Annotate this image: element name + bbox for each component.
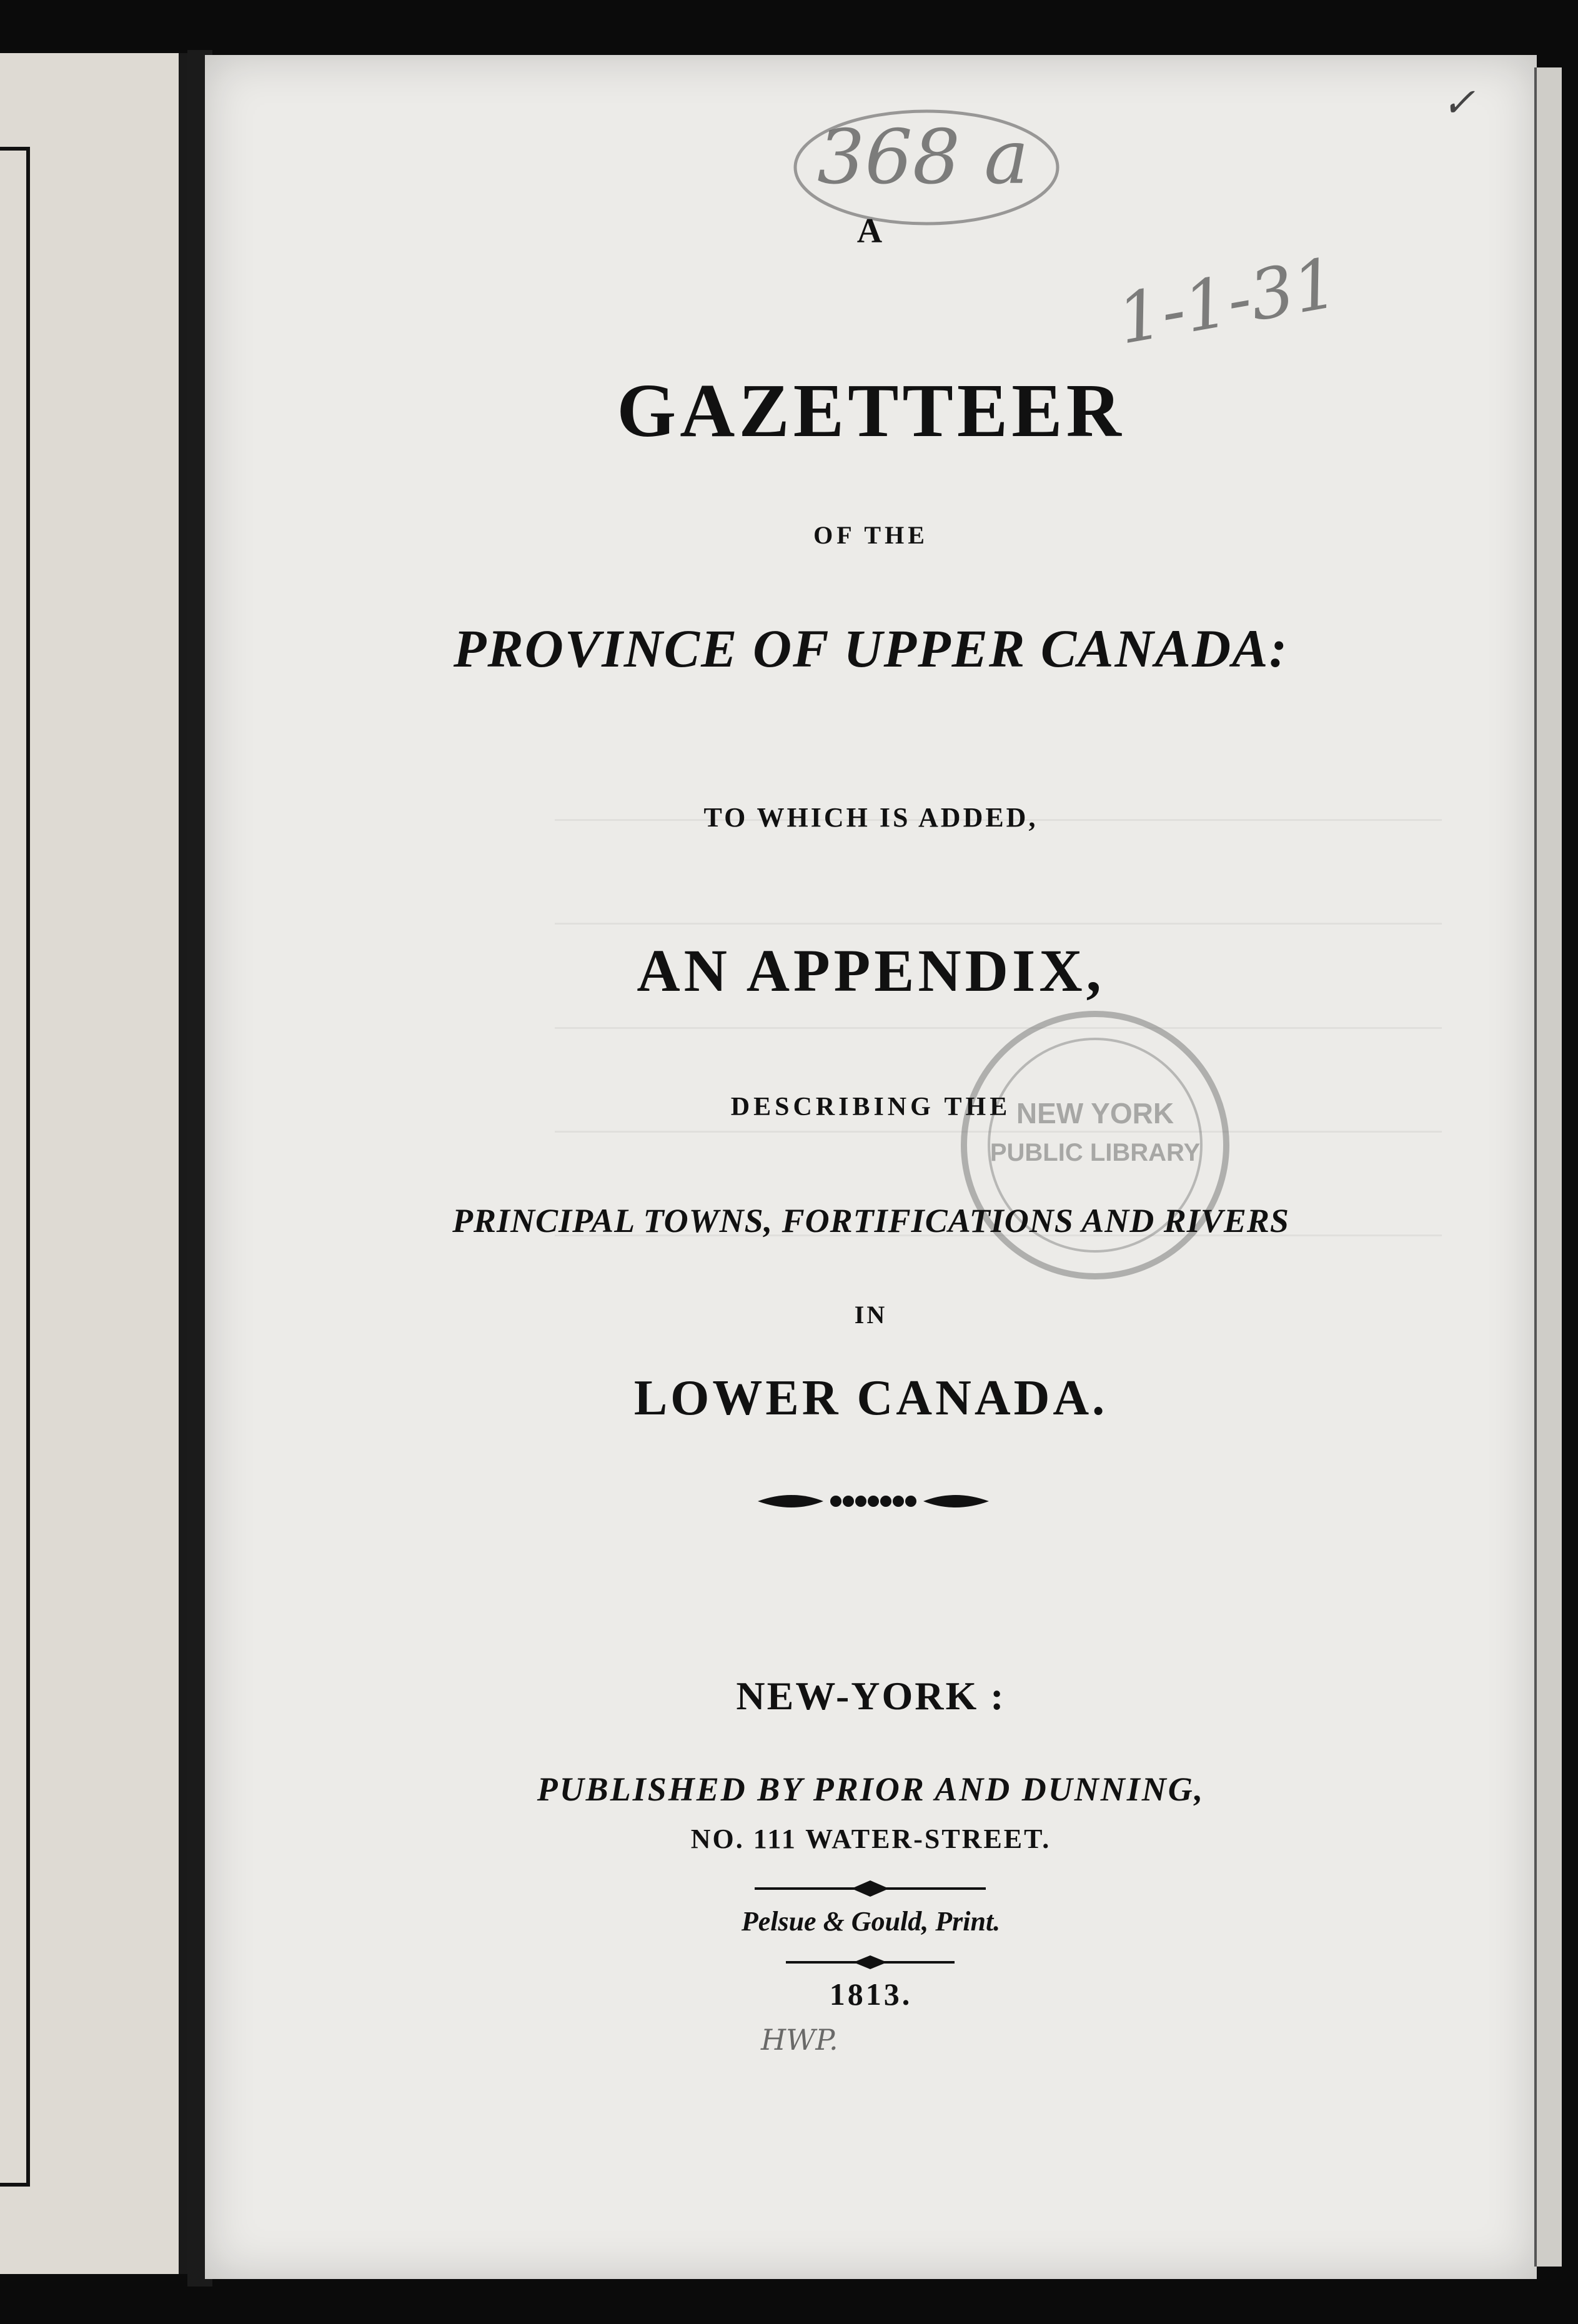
title-article: A <box>856 212 885 251</box>
describing-line: DESCRIBING THE <box>730 1093 1011 1121</box>
initials-handwriting: HWP. <box>761 2023 838 2057</box>
page-fold <box>179 53 187 2274</box>
lower-canada-line: LOWER CANADA. <box>633 1371 1108 1426</box>
publisher-line: PUBLISHED BY PRIOR AND DUNNING, <box>537 1770 1205 1808</box>
imprint-place: NEW-YORK : <box>736 1674 1006 1718</box>
book-title: GAZETTEER <box>617 369 1125 453</box>
facing-plate-border <box>0 147 30 2187</box>
to-which-line: TO WHICH IS ADDED, <box>703 802 1038 833</box>
facing-page <box>0 53 187 2274</box>
stamp-text-line1: NEW YORK <box>1016 1097 1174 1130</box>
title-page <box>205 55 1537 2279</box>
in-line: IN <box>854 1301 888 1329</box>
diamond-rule-small-icon <box>786 1954 955 1970</box>
principal-towns-line: PRINCIPAL TOWNS, FORTIFICATIONS AND RIVERS <box>452 1202 1289 1239</box>
shelfmark-handwriting: 368 a <box>817 114 1029 201</box>
page-right-edge <box>1534 67 1562 2267</box>
diamond-rule-icon <box>755 1879 986 1898</box>
of-the-line: OF THE <box>813 521 928 549</box>
stamp-text-line2: PUBLIC LIBRARY <box>990 1139 1201 1166</box>
check-mark: ✓ <box>1442 80 1476 126</box>
publisher-address: NO. 111 WATER-STREET. <box>690 1824 1051 1854</box>
ornament-divider-icon <box>755 1482 992 1520</box>
province-line: PROVINCE OF UPPER CANADA: <box>453 618 1289 678</box>
library-stamp-icon <box>955 1005 1236 1286</box>
printer-line: Pelsue & Gould, Print. <box>741 1906 1001 1937</box>
appendix-line: AN APPENDIX, <box>637 937 1105 1004</box>
side-note-handwriting: 1-1-31 <box>1111 242 1344 360</box>
publication-year: 1813. <box>829 1977 913 2012</box>
